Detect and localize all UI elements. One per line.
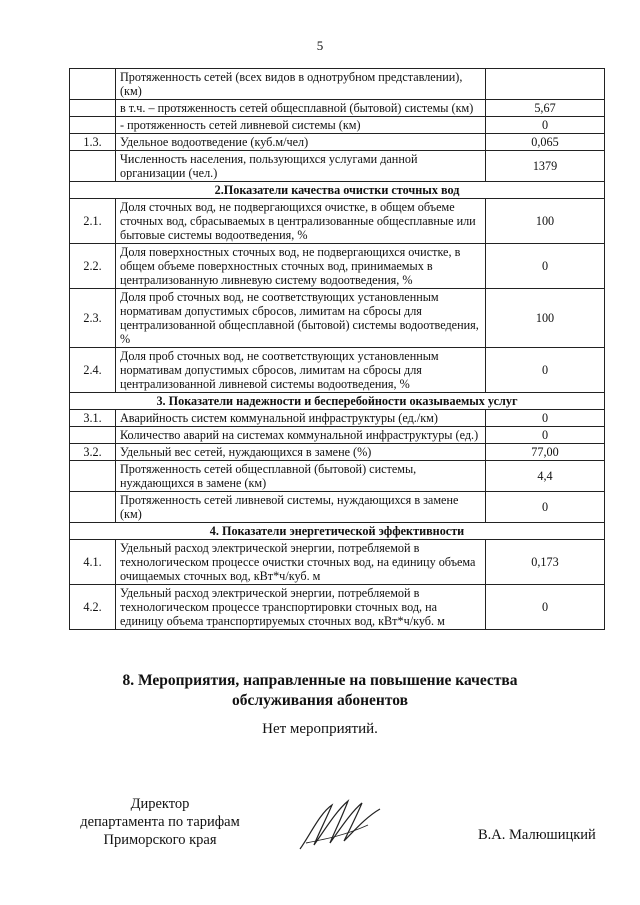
- indicator-label: в т.ч. – протяженность сетей общесплавной (бытовой) системы (км): [116, 100, 486, 117]
- table-row: [70, 117, 605, 134]
- indicator-value: 77,00: [486, 444, 605, 461]
- table-row: [70, 134, 605, 151]
- table-row: [70, 427, 605, 444]
- indicator-value: 0: [486, 117, 605, 134]
- row-number: 2.2.: [70, 244, 116, 289]
- row-number: 1.3.: [70, 134, 116, 151]
- table-row: [70, 540, 605, 585]
- indicator-label: Удельный вес сетей, нуждающихся в замене (%): [116, 444, 486, 461]
- indicator-label: Протяженность сетей ливневой системы, нуждающихся в замене (км): [116, 492, 486, 523]
- table-row: [70, 199, 605, 244]
- table-row: [70, 151, 605, 182]
- row-number: [70, 492, 116, 523]
- table-row: [70, 69, 605, 100]
- indicator-value: 0,173: [486, 540, 605, 585]
- table-row: [70, 585, 605, 630]
- row-number: 4.2.: [70, 585, 116, 630]
- row-number: 4.1.: [70, 540, 116, 585]
- indicator-label: Доля проб сточных вод, не соответствующих установленным нормативам допустимых сбросов, лимитам на сбросы для централизованной общесплавной (бытовой) системы водоотведения, %: [116, 289, 486, 348]
- table-row: [70, 348, 605, 393]
- section-8-heading: [0, 671, 640, 711]
- indicator-value: 0: [486, 410, 605, 427]
- table-row: [70, 461, 605, 492]
- indicator-label: Аварийность систем коммунальной инфраструктуры (ед./км): [116, 410, 486, 427]
- indicator-label: Доля поверхностных сточных вод, не подвергающихся очистке, в общем объеме поверхностных сточных вод, принимаемых в централизованную ливневую систему водоотведения, %: [116, 244, 486, 289]
- director-position-line3: Приморского края: [103, 832, 217, 848]
- indicator-value: 0,065: [486, 134, 605, 151]
- table-row: [70, 100, 605, 117]
- section-header-row: [70, 523, 605, 540]
- row-number: 3.1.: [70, 410, 116, 427]
- indicator-value: 0: [486, 427, 605, 444]
- table-row: [70, 492, 605, 523]
- row-number: [70, 100, 116, 117]
- section-header-row: [70, 393, 605, 410]
- indicator-label: Удельный расход электрической энергии, потребляемой в технологическом процессе очистки сточных вод, на единицу объема очищаемых сточных вод, кВт*ч/куб. м: [116, 540, 486, 585]
- table-row: [70, 289, 605, 348]
- director-position-line1: Директор: [130, 796, 190, 812]
- row-number: [70, 117, 116, 134]
- section-header-row: [70, 182, 605, 199]
- indicator-label: Доля сточных вод, не подвергающихся очистке, в общем объеме сточных вод, сбрасываемых в централизованные общесплавные или бытовые системы водоотведения, %: [116, 199, 486, 244]
- row-number: [70, 427, 116, 444]
- row-number: [70, 151, 116, 182]
- section-header: 4. Показатели энергетической эффективности: [70, 523, 605, 540]
- row-number: 3.2.: [70, 444, 116, 461]
- indicator-value: 100: [486, 199, 605, 244]
- row-number: 2.1.: [70, 199, 116, 244]
- indicator-label: Удельное водоотведение (куб.м/чел): [116, 134, 486, 151]
- signer-name: В.А. Малюшицкий: [478, 827, 596, 843]
- indicator-value: 0: [486, 244, 605, 289]
- indicator-value: 0: [486, 585, 605, 630]
- indicator-label: Удельный расход электрической энергии, потребляемой в технологическом процессе транспортировки сточных вод, на единицу объема транспортируемых сточных вод, кВт*ч/куб. м: [116, 585, 486, 630]
- section-header: 3. Показатели надежности и бесперебойности оказываемых услуг: [70, 393, 605, 410]
- table-row: [70, 444, 605, 461]
- row-number: [70, 461, 116, 492]
- no-measures-text: Нет мероприятий.: [262, 721, 378, 737]
- section-header: 2.Показатели качества очистки сточных вод: [70, 182, 605, 199]
- indicator-label: - протяженность сетей ливневой системы (км): [116, 117, 486, 134]
- handwritten-signature: [296, 795, 386, 860]
- indicator-label: Количество аварий на системах коммунальной инфраструктуры (ед.): [116, 427, 486, 444]
- indicator-value: 5,67: [486, 100, 605, 117]
- indicator-value: [486, 69, 605, 100]
- section-8-title-line1: 8. Мероприятия, направленные на повышение качества: [122, 672, 518, 689]
- row-number: 2.4.: [70, 348, 116, 393]
- indicator-value: 0: [486, 492, 605, 523]
- indicator-value: 100: [486, 289, 605, 348]
- indicator-label: Протяженность сетей (всех видов в однотрубном представлении), (км): [116, 69, 486, 100]
- table-row: [70, 244, 605, 289]
- indicator-label: Численность населения, пользующихся услугами данной организации (чел.): [116, 151, 486, 182]
- indicators-table: [69, 68, 605, 630]
- director-title: [70, 795, 250, 849]
- row-number: [70, 69, 116, 100]
- row-number: 2.3.: [70, 289, 116, 348]
- indicator-value: 1379: [486, 151, 605, 182]
- indicator-label: Доля проб сточных вод, не соответствующих установленным нормативам допустимых сбросов, лимитам на сбросы для централизованной ливневой системы водоотведения, %: [116, 348, 486, 393]
- indicator-value: 4,4: [486, 461, 605, 492]
- indicator-label: Протяженность сетей общесплавной (бытовой) системы, нуждающихся в замене (км): [116, 461, 486, 492]
- section-8-title-line2: обслуживания абонентов: [232, 692, 408, 709]
- page-number: 5: [316, 38, 324, 53]
- indicator-value: 0: [486, 348, 605, 393]
- table-row: [70, 410, 605, 427]
- director-position-line2: департамента по тарифам: [80, 814, 240, 830]
